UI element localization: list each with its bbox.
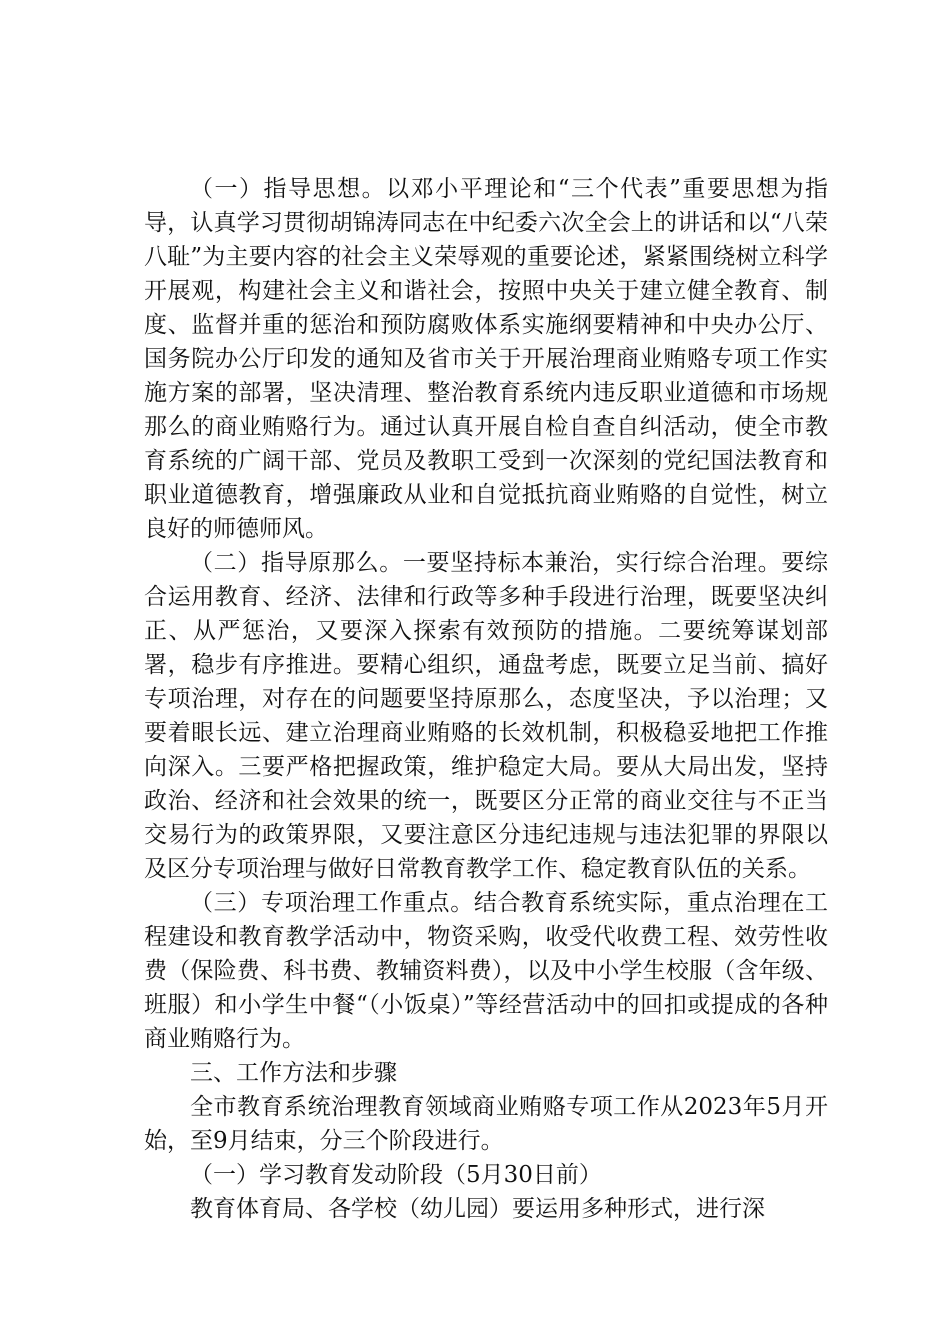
subheading-learning-phase: （一）学习教育发动阶段（5月30日前） xyxy=(190,1162,602,1188)
paragraph-guiding-ideology: （一）指导思想。以邓小平理论和“三个代表”重要思想为指导，认真学习贯彻胡锦涛同志在中纪委六次全会上的讲话和以“八荣八耻”为主要内容的社会主义荣辱观的重要论述，紧紧围绕树立科学开展观，构建社会主义和谐社会，按照中央关于建立健全教育、制度、监督并重的惩治和预防腐败体系实施纲要精神和中央办公厅、国务院办公厅印发的通知及省市关于开展治理商业贿赂专项工作实施方案的部署，坚决清理、整治教育系统内违反职业道德和市场规那么的商业贿赂行为。通过认真开展自检自查自纠活动，使全市教育系统的广阔干部、党员及教职工受到一次深刻的党纪国法教育和职业道德教育，增强廉政从业和自觉抵抗商业贿赂的自觉性，树立良好的师德师风。 xyxy=(144,176,828,542)
section-heading-methods-steps: 三、工作方法和步骤 xyxy=(190,1060,397,1086)
paragraph-governance-focus: （三）专项治理工作重点。结合教育系统实际，重点治理在工程建设和教育教学活动中，物资采购，收受代收费工程、效劳性收费（保险费、科书费、教辅资料费），以及中小学生校服（含年级、班服）和小学生中餐“（小饭桌）”等经营活动中的回扣或提成的各种商业贿赂行为。 xyxy=(144,890,828,1052)
paragraph-timeline: 全市教育系统治理教育领域商业贿赂专项工作从2023年5月开始，至9月结束，分三个阶段进行。 xyxy=(144,1094,828,1154)
document-page xyxy=(144,172,828,1226)
paragraph-learning-phase-start: 教育体育局、各学校（幼儿园）要运用多种形式，进行深 xyxy=(190,1196,765,1222)
paragraph-guiding-principles: （二）指导原那么。一要坚持标本兼治，实行综合治理。要综合运用教育、经济、法律和行政等多种手段进行治理，既要坚决纠正、从严惩治，又要深入探索有效预防的措施。二要统筹谋划部署，稳步有序推进。要精心组织，通盘考虑，既要立足当前、搞好专项治理，对存在的问题要坚持原那么，态度坚决，予以治理；又要着眼长远、建立治理商业贿赂的长效机制，积极稳妥地把工作推向深入。三要严格把握政策，维护稳定大局。要从大局出发，坚持政治、经济和社会效果的统一，既要区分正常的商业交往与不正当交易行为的政策界限，又要注意区分违纪违规与违法犯罪的界限以及区分专项治理与做好日常教育教学工作、稳定教育队伍的关系。 xyxy=(144,550,828,882)
